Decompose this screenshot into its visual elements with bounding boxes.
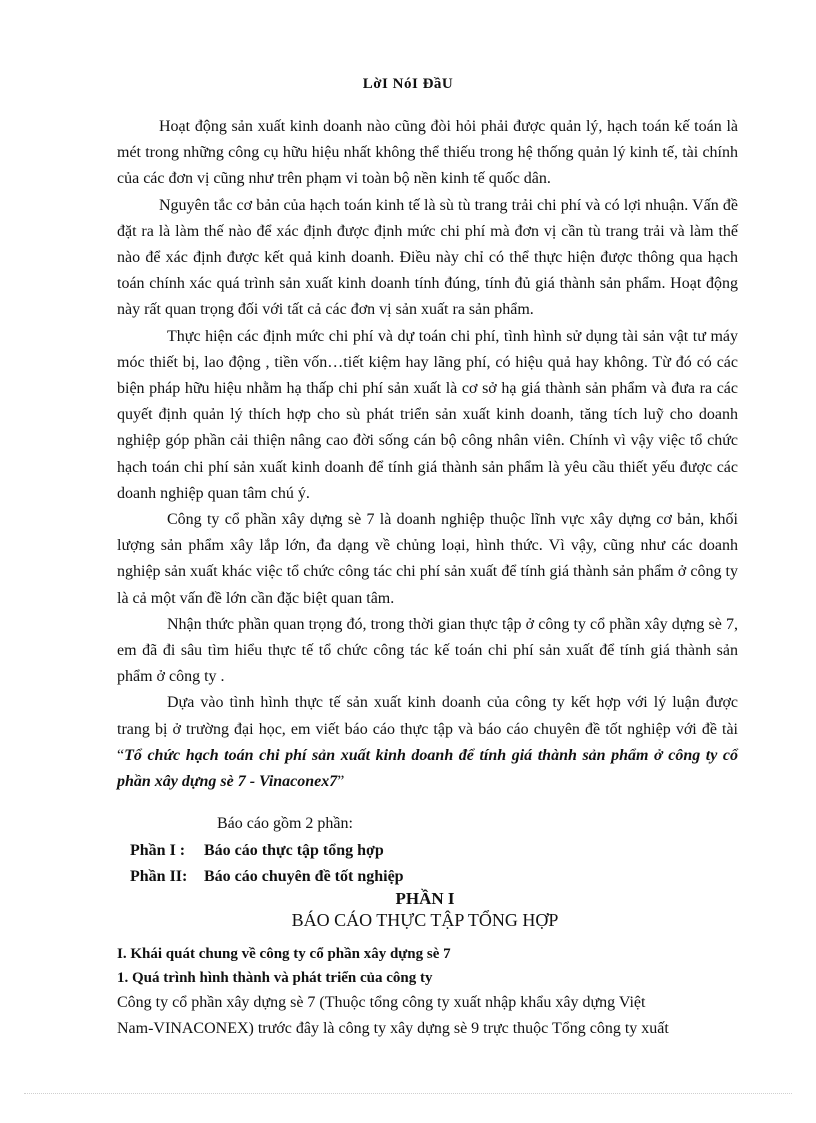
paragraph-5: Nhận thức phần quan trọng đó, trong thời gian thực tập ở công ty cổ phần xây dựng sè 7, em đã đi sâu tìm hiểu thực tế tổ chức công tác kế toán chi phí sản xuất để tính giá thành sản phẩm ở công ty . [117,615,738,686]
paragraph-6-close: ” [337,773,345,791]
part-item [130,842,384,860]
part-heading: PHẦN I [395,889,455,908]
page-divider [24,1093,792,1094]
page-title: LờI NóI ĐầU [362,76,454,92]
body-text [117,114,738,795]
section-heading: I. Khái quát chung về công ty cổ phần xây dựng sè 7 [117,946,451,962]
paragraph-2: Nguyên tắc cơ bản của hạch toán kinh tế là sù tù trang trải chi phí và có lợi nhuận. Vấn đề đặt ra là làm thế nào để xác định được định mức chi phí mà đơn vị cần tù trang trải và làm thế nào để xác định được kết quả kinh doanh. Điều này chỉ có thể thực hiện được thông qua hạch toán chính xác quá trình sản xuất kinh doanh tính đúng, tính đủ giá thành sản phẩm. Hoạt động này rất quan trọng đối với tất cả các đơn vị sản xuất ra sản phẩm. [117,196,738,319]
part-text: Báo cáo thực tập tổng hợp [204,842,384,859]
paragraph-6-lead: Dựa vào tình hình thực tế sản xuất kinh doanh của công ty kết hợp với lý luận được trang bị ở trường đại học, em viết báo cáo thực tập và báo cáo chuyên đề tốt nghiệp với đề tài “ [117,694,738,764]
part-subheading: BÁO CÁO THỰC TẬP TỔNG HỢP [291,910,559,930]
paragraph-3: Thực hiện các định mức chi phí và dự toán chi phí, tình hình sử dụng tài sản vật tư máy móc thiết bị, lao động , tiền vốn…tiết kiệm hay lãng phí, có hiệu quả hay không. Từ đó có các biện pháp hữu hiệu nhằm hạ thấp chi phí sản xuất là cơ sở hạ giá thành sản phẩm và đưa ra các quyết định quản lý thích hợp cho sù phát triển sản xuất kinh doanh, tăng tích luỹ cho doanh nghiệp góp phần cải thiện nâng cao đời sống cán bộ công nhân viên. Chính vì vậy việc tổ chức hạch toán chi phí sản xuất kinh doanh để tính giá thành sản phẩm là yêu cầu thiết yếu được các doanh nghiệp quan tâm chú ý. [117,327,738,502]
closing-line-2: Nam-VINACONEX) trước đây là công ty xây dựng sè 9 trực thuộc Tổng công ty xuất [117,1020,669,1037]
paragraph-6 [117,690,738,795]
subsection-heading: 1. Quá trình hình thành và phát triển của công ty [117,970,433,986]
part-text: Báo cáo chuyên đề tốt nghiệp [204,868,404,885]
paragraph-1: Hoạt động sản xuất kinh doanh nào cũng đòi hỏi phải được quản lý, hạch toán kế toán là mét trong những công cụ hữu hiệu nhất không thể thiếu trong hệ thống quản lý kinh tế, tài chính của các đơn vị cũng như trên phạm vi toàn bộ nền kinh tế quốc dân. [117,118,738,188]
closing-line-1: Công ty cổ phần xây dựng sè 7 (Thuộc tổng công ty xuất nhập khẩu xây dựng Việt [117,994,646,1011]
paragraph-4: Công ty cổ phần xây dựng sè 7 là doanh nghiệp thuộc lĩnh vực xây dựng cơ bản, khối lượng sản phẩm xây lắp lớn, đa dạng về chủng loại, hình thức. Vì vậy, cũng như các doanh nghiệp sản xuất khác việc tổ chức công tác chi phí sản xuất để tính giá thành sản phẩm ở công ty là cả một vấn đề lớn cần đặc biệt quan tâm. [117,511,738,607]
part-label: Phần II: [130,868,188,885]
closing-text [117,990,738,1042]
report-intro: Báo cáo gồm 2 phần: [217,815,353,832]
part-item [130,868,404,886]
part-label: Phần I : [130,842,186,859]
topic-title: Tổ chức hạch toán chi phí sản xuất kinh doanh để tính giá thành sản phẩm ở công ty cổ phần xây dựng sè 7 - Vinaconex7 [117,746,738,791]
